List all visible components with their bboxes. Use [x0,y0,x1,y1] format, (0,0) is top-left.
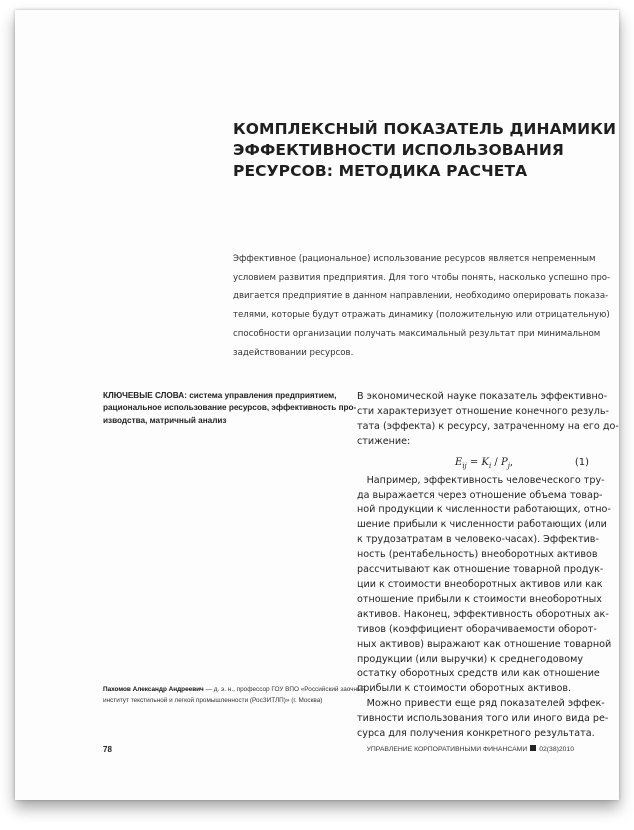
body-line: сурса для получения конкретного результата. [357,728,595,740]
formula-expression [455,456,513,474]
body-line: Можно привести еще ряд показателей эффек- [357,698,605,710]
author-note [103,685,366,706]
body-line: да выражается через отношение объема товар- [357,489,603,501]
title-line: РЕСУРСОВ: МЕТОДИКА РАСЧЕТА [233,162,528,180]
keywords-line: КЛЮЧЕВЫЕ СЛОВА: система управления предприятием, [103,391,337,400]
author-line: институт текстильной и легкой промышленности (РосЗИТЛП)» (г. Москва) [103,696,323,704]
author-credentials: — д. э. н., профессор ГОУ ВПО «Российский заочный [203,686,366,693]
square-bullet-icon [530,745,536,751]
body-line: тивов (коэффициент оборачиваемости оборот- [357,623,597,635]
formula-comma: , [509,456,514,468]
title-line: ЭФФЕКТИВНОСТИ ИСПОЛЬЗОВАНИЯ [233,141,564,159]
abstract-line: телями, которые будут отражать динамику (положительную или отрицательную) [233,310,610,321]
body-line: стижение: [357,435,411,447]
issue-number: 02(38)2010 [539,746,574,753]
formula-symbol-e: E [455,456,463,468]
abstract-line: двигается предприятие в данном направлении, необходимо оперировать показа- [233,291,609,302]
author-line [103,685,366,696]
page-sheet [15,10,619,800]
formula-subscript: i [488,461,492,470]
author-name: Пахомов Александр Андреевич [103,686,204,693]
abstract-line: Эффективное (рациональное) использование ресурсов является непременным [233,254,596,264]
article-title [233,119,617,182]
formula-symbol-k: K [481,456,489,468]
body-line: к трудозатратам в человеко-часах). Эффектив- [357,534,599,546]
body-line: активов. Наконец, эффективность оборотных ак- [357,608,609,620]
formula-number: (1) [574,456,589,468]
body-line: ность (рентабельность) внеоборотных активов [357,549,598,561]
formula-equals: = [466,456,482,468]
page-number: 78 [103,745,112,754]
body-line: ции к стоимости внеоборотных активов или как [357,578,603,590]
body-line: сти характеризует отношение конечного резуль- [357,405,609,417]
abstract [233,250,611,362]
formula-subscript: j [507,461,510,470]
body-line: тивности использования того или иного вида ре- [357,713,609,725]
abstract-line: задействовании ресурсов. [233,347,354,358]
keywords-line: рациональное использование ресурсов, эффективность про- [103,403,357,413]
body-line: продукции (или выручки) к среднегодовому [357,653,584,665]
formula-1 [357,452,593,474]
formula-slash: / [491,456,501,468]
abstract-line: способности организации получать максимальный результат при минимальном [233,328,601,339]
body-line: остатку оборотных средств или как отношение [357,668,600,680]
body-line: ной продукции к численности работающих, отно- [357,504,611,516]
formula-subscript: ij [462,461,467,470]
body-text [357,390,619,742]
formula-symbol-p: P [500,456,508,468]
body-line: отношение прибыли к стоимости внеоборотных [357,593,602,605]
body-line: В экономической науке показатель эффективно- [357,391,608,402]
body-line: Например, эффективность человеческого тру- [357,474,605,486]
keywords [103,390,357,427]
running-footer [367,745,574,753]
body-line: шение прибыли к численности работающих (или [357,519,607,531]
abstract-line: условием развития предприятия. Для того чтобы понять, насколько успешно про- [233,272,611,283]
body-line: прибыли к стоимости оборотных активов. [357,683,572,695]
body-line: ных активов) выражают как отношение товарной [357,638,612,650]
title-line: КОМПЛЕКСНЫЙ ПОКАЗАТЕЛЬ ДИНАМИКИ [233,120,617,138]
body-line: рассчитывают как отношение товарной продук- [357,564,604,576]
body-line: тата (эффекта) к ресурсу, затраченному на его до- [357,420,619,432]
journal-name: УПРАВЛЕНИЕ КОРПОРАТИВНЫМИ ФИНАНСАМИ [366,746,528,753]
keywords-line: изводства, матричный анализ [103,415,227,425]
